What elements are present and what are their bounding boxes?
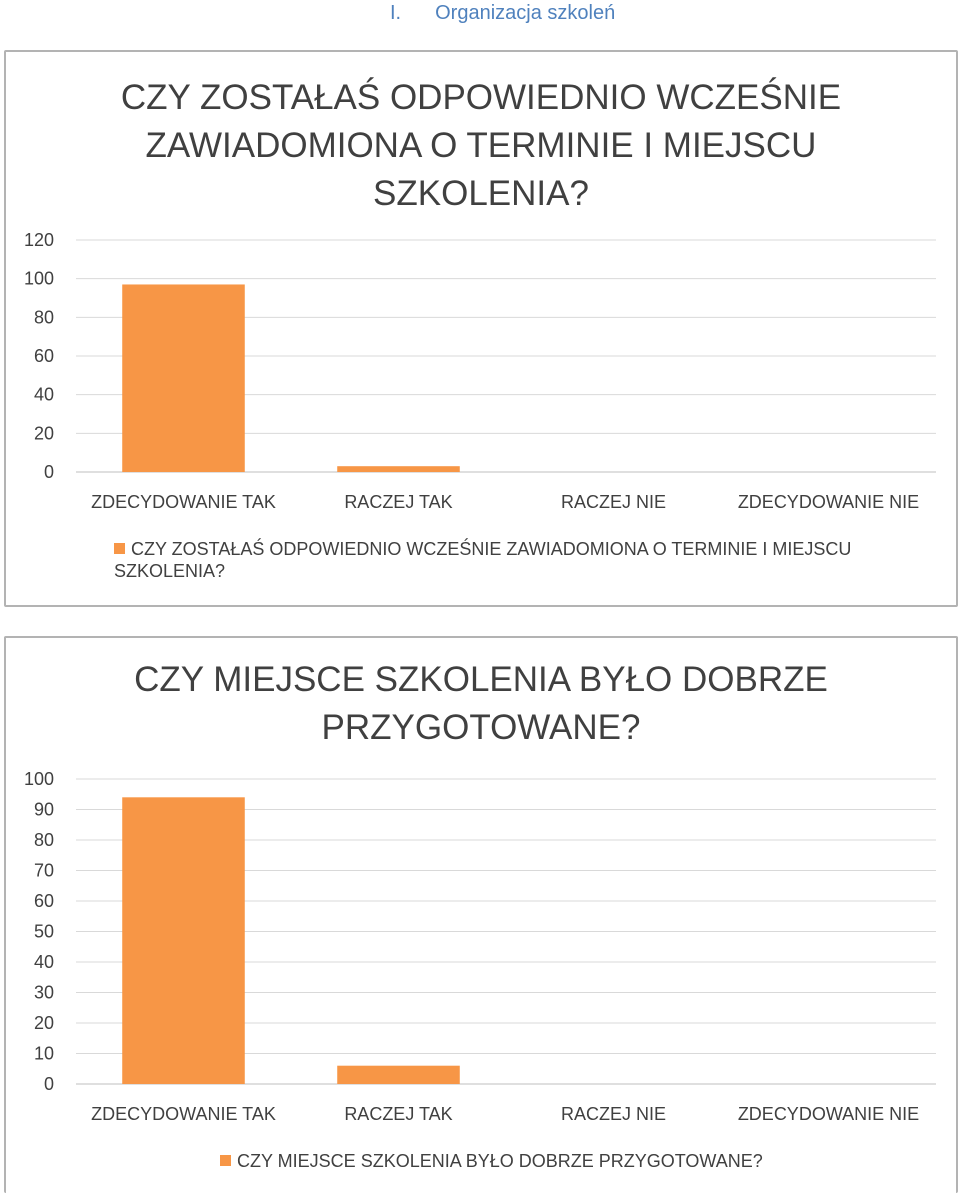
y-tick-label: 100 (23, 769, 54, 789)
legend-label: CZY ZOSTAŁAŚ ODPOWIEDNIO WCZEŚNIE ZAWIADOMIONA O TERMINIE I MIEJSCU SZKOLENIA? (114, 539, 852, 581)
x-category-label: RACZEJ NIE (560, 492, 667, 512)
chart-legend (220, 1150, 860, 1172)
chart-title: CZY ZOSTAŁAŚ ODPOWIEDNIO WCZEŚNIE ZAWIADOMIONA O TERMINIE I MIEJSCU SZKOLENIA? (120, 78, 842, 213)
bar (337, 466, 460, 472)
x-category-label: ZDECYDOWANIE TAK (91, 492, 276, 512)
y-tick-label: 60 (33, 346, 54, 366)
x-category-label: RACZEJ TAK (344, 492, 453, 512)
y-tick-label: 80 (33, 307, 54, 328)
y-tick-label: 0 (43, 462, 54, 482)
y-tick-label: 60 (33, 891, 54, 911)
x-category-label: RACZEJ NIE (560, 1104, 667, 1124)
y-tick-label: 30 (33, 982, 54, 1003)
legend-label: CZY MIEJSCE SZKOLENIA BYŁO DOBRZE PRZYGOTOWANE? (237, 1151, 763, 1171)
bar-chart-plot (6, 52, 960, 609)
section-title: Organizacja szkoleń (435, 2, 616, 24)
legend-swatch (114, 543, 125, 554)
x-category-label: RACZEJ TAK (344, 1104, 453, 1124)
y-tick-label: 40 (33, 384, 54, 405)
y-tick-label: 120 (23, 230, 54, 250)
y-tick-label: 50 (33, 921, 54, 942)
y-tick-label: 70 (33, 860, 54, 881)
section-number: I. (390, 2, 402, 24)
chart-title: CZY MIEJSCE SZKOLENIA BYŁO DOBRZE PRZYGOTOWANE? (134, 660, 828, 747)
chart-venue (4, 636, 958, 1193)
bar-chart-plot (6, 638, 960, 1195)
chart-notification (4, 50, 958, 607)
chart-legend (114, 538, 894, 582)
y-tick-label: 20 (33, 1013, 54, 1033)
bar (337, 1066, 460, 1084)
y-tick-label: 90 (33, 799, 54, 820)
y-tick-label: 40 (33, 952, 54, 972)
x-category-label: ZDECYDOWANIE NIE (737, 1104, 920, 1124)
y-tick-label: 100 (23, 268, 54, 289)
bar (122, 284, 245, 472)
y-tick-label: 10 (33, 1043, 54, 1064)
y-tick-label: 20 (33, 423, 54, 444)
legend-swatch (220, 1155, 231, 1166)
section-heading (390, 0, 615, 26)
y-tick-label: 80 (33, 830, 54, 850)
x-category-label: ZDECYDOWANIE TAK (91, 1104, 276, 1124)
x-category-label: ZDECYDOWANIE NIE (737, 492, 920, 512)
bar (122, 797, 245, 1084)
y-tick-label: 0 (43, 1074, 54, 1094)
